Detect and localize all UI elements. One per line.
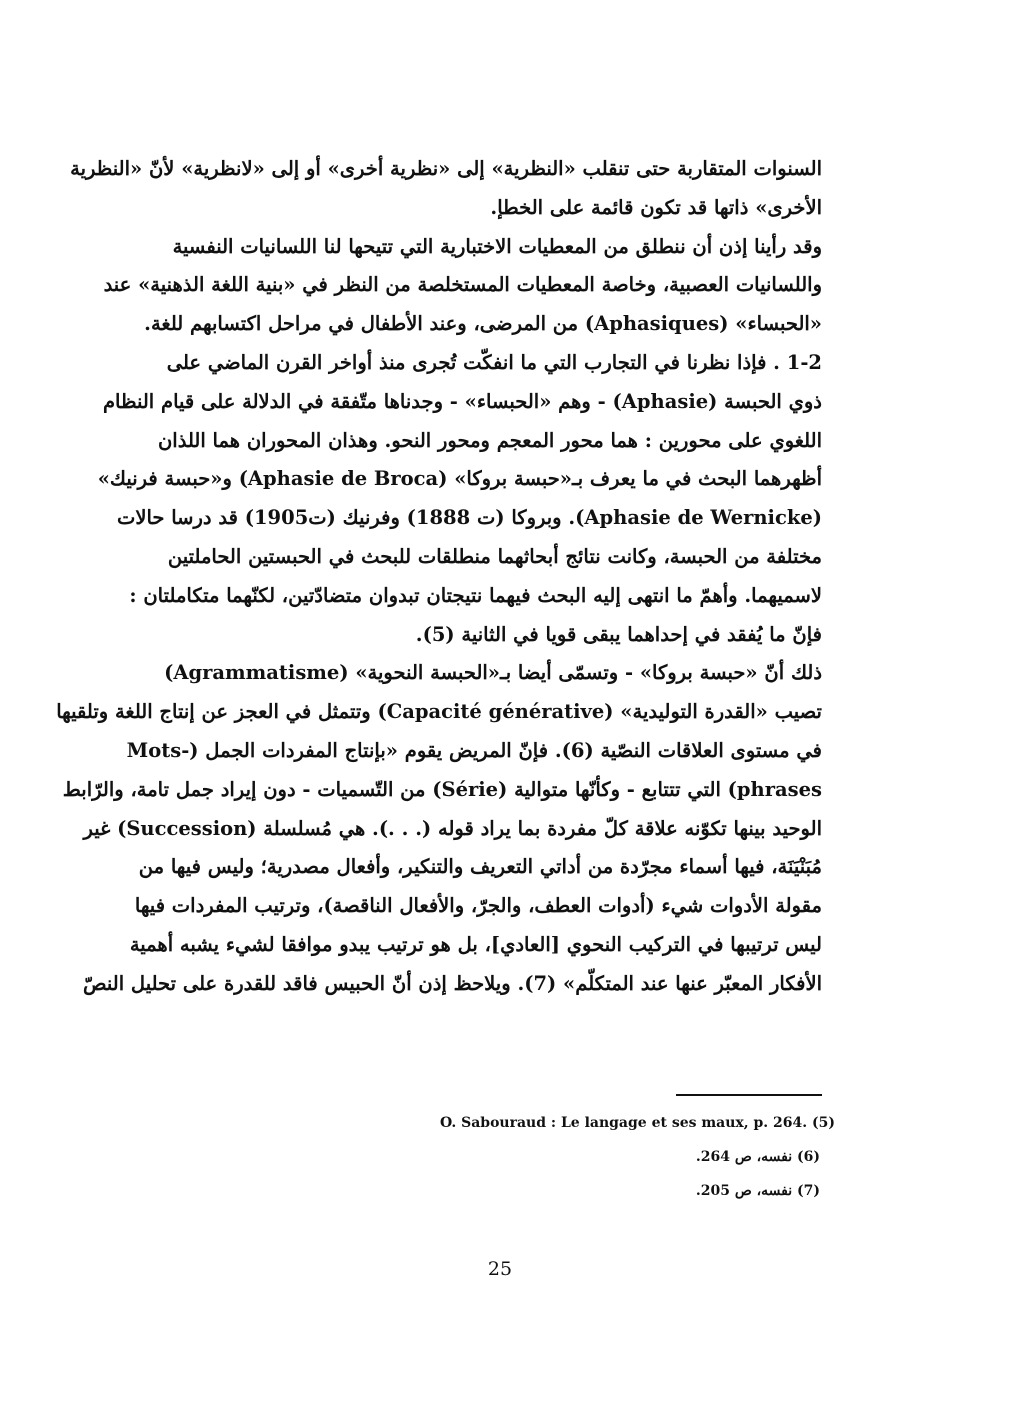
page-number: 25 [487, 1258, 513, 1280]
text-line: phrases) التي تتتابع - وكأنّها متوالية (Série) من التّسميات - دون إيراد جمل تامة، والرّابط [62, 777, 822, 801]
text-line: ذلك أنّ «حبسة بروكا» - وتسمّى أيضا بـ«الحبسة النحوية» (Agrammatisme) [164, 661, 822, 685]
text-line: أظهرهما البحث في ما يعرف بـ«حبسة بروكا» (Aphasie de Broca) و«حبسة فرنيك» [97, 467, 822, 491]
text-line: تصيب «القدرة التوليدية» (Capacité générative) وتتمثل في العجز عن إنتاج اللغة وتلقيها [56, 700, 822, 724]
text-line: (Aphasie de Wernicke). وبروكا (ت 1888) وفرنيك (ت1905) قد درسا حالات [116, 506, 822, 530]
text-line: «الحبساء» (Aphasiques) من المرضى، وعند الأطفال في مراحل اكتسابهم للغة. [144, 312, 822, 336]
text-line: الأفكار المعبّر عنها عند المتكلّم» (7). ويلاحظ إذن أنّ الحبيس فاقد للقدرة على تحليل النصّ [83, 971, 822, 995]
text-line: مقولة الأدوات شيء (أدوات العطف، والجرّ، والأفعال الناقصة)، وترتيب المفردات فيها [134, 894, 822, 918]
text-line: في مستوى العلاقات النصّية (6). فإنّ المريض يقوم «بإنتاج المفردات الجمل (-Mots [126, 738, 822, 762]
text-line: الأخرى» ذاتها قد تكون قائمة على الخطإ. [490, 195, 822, 219]
text-line: 1-2 . فإذا نظرنا في التجارب التي ما انفكّت تُجرى منذ أواخر القرن الماضي على [166, 350, 822, 374]
text-line: مختلفة من الحبسة، وكانت نتائج أبحاثهما منطلقات للبحث في الحبستين الحاملتين [167, 544, 822, 568]
footnotes [440, 1106, 836, 1208]
text-line: وقد رأينا إذن أن ننطلق من المعطيات الاختبارية التي تتيحها لنا اللسانيات النفسية [172, 234, 822, 258]
text-line: ذوي الحبسة (Aphasie) - وهم «الحبساء» - وجدناها متّفقة في الدلالة على قيام النظام [102, 389, 822, 413]
footnote-6: (6) نفسه، ص 264. [695, 1149, 820, 1165]
text-line: مُبَنْيَنَة، فيها أسماء مجرّدة من أداتي التعريف والتنكير، وأفعال مصدرية؛ وليس فيها من [138, 855, 822, 879]
text-line: السنوات المتقاربة حتى تنقلب «النظرية» إلى «نظرية أخرى» أو إلى «لانظرية» لأنّ «النظرية [70, 157, 822, 180]
footnote-separator [676, 1094, 822, 1096]
body-text [56, 150, 822, 1004]
text-line: اللغوي على محورين : هما محور المعجم ومحور النحو. وهذان المحوران هما اللذان [157, 428, 822, 452]
footnote-5: O. Sabouraud : Le langage et ses maux, p. 264. (5) [440, 1115, 836, 1131]
text-line: الوحيد بينها تكوّنه علاقة كلّ مفردة بما يراد قوله (. . .). هي مُسلسلة (Succession) غير [83, 816, 822, 840]
text-line: فإنّ ما يُفقد في إحداهما يبقى قويا في الثانية (5). [415, 622, 822, 646]
footnote-7: (7) نفسه، ص 205. [695, 1183, 820, 1199]
text-line: لاسميهما. وأهمّ ما انتهى إليه البحث فيهما نتيجتان تبدوان متضادّتين، لكنّهما متكاملتان : [129, 583, 822, 607]
text-line: واللسانيات العصبية، وخاصة المعطيات المستخلصة من النظر في «بنية اللغة الذهنية» عند [103, 273, 822, 297]
text-line: ليس ترتيبها في التركيب النحوي [العادي]، بل هو ترتيب يبدو موافقا لشيء يشبه أهمية [129, 932, 822, 956]
